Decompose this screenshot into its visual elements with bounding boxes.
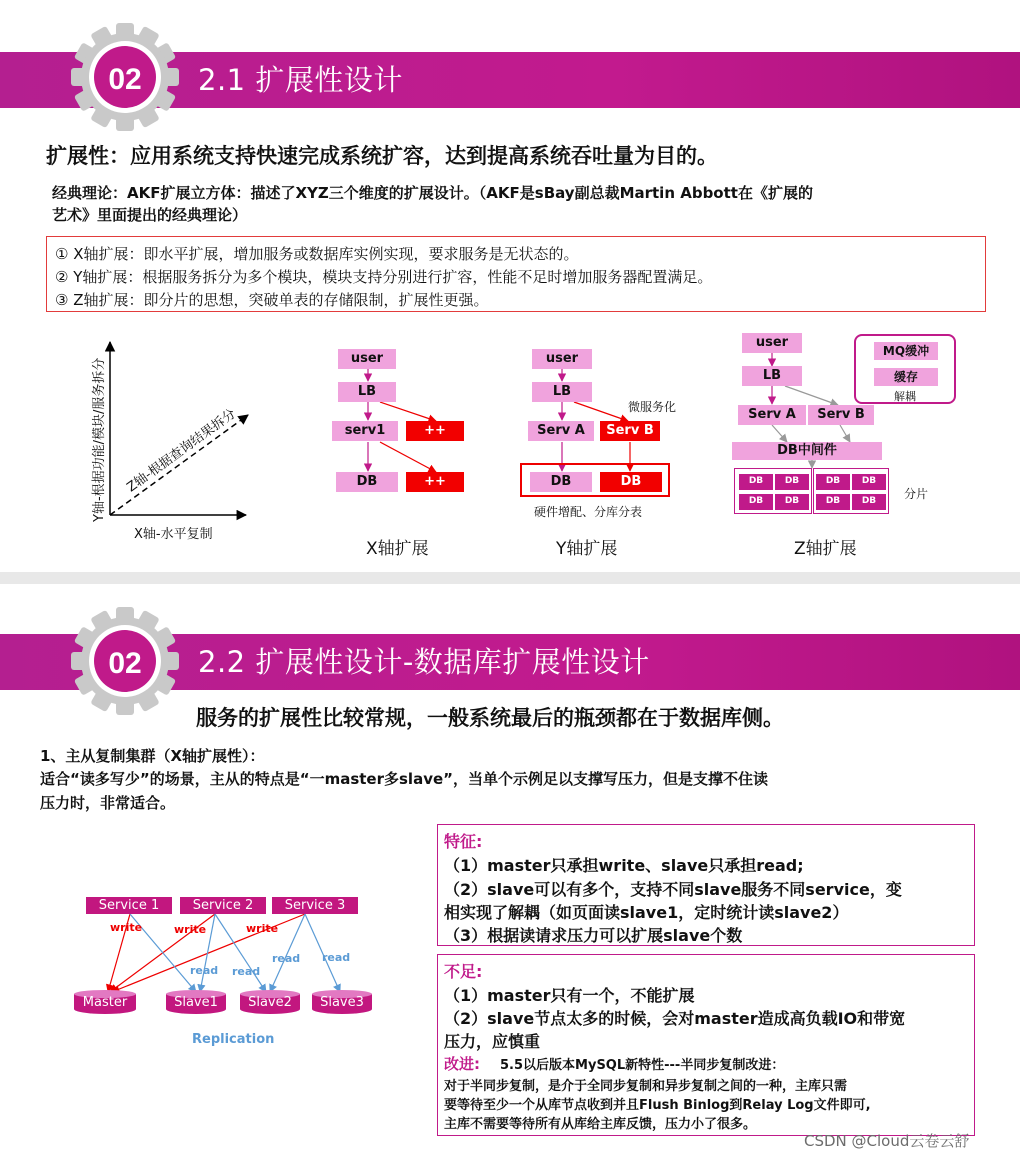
z-shard-db: DB [775,474,809,490]
shortcoming-line: （1）master只有一个，不能扩展 [444,986,695,1005]
z-lb-node: LB [742,366,802,386]
z-shard-note: 分片 [904,487,929,501]
desc-line-2: 压力时，非常适合。 [40,794,176,812]
service-node-3: Service 3 [272,897,358,914]
theory-line-2: 艺术》里面提出的经典理论） [52,206,248,224]
cube-x-label: X轴-水平复制 [134,527,213,542]
z-cache-node: 缓存 [874,368,938,386]
shortcomings-box [437,954,975,1136]
improve-label: 改进: [444,1055,480,1073]
z-middleware-node: DB中间件 [732,442,882,460]
x-lb-node: LB [338,382,396,402]
features-box [437,824,975,946]
slide-title: 2.2 扩展性设计-数据库扩展性设计 [198,645,650,679]
point-z: ③ Z轴扩展：即分片的思想，突破单表的存储限制，扩展性更强。 [55,291,489,309]
z-decouple-label: 解耦 [894,390,916,403]
y-user-node: user [532,349,592,369]
badge-number: 02 [108,63,142,96]
improve-line: 对于半同步复制，是介于全同步复制和异步复制之间的一种，主库只需 [444,1079,848,1094]
features-title: 特征: [444,832,483,851]
slave3-db: Slave3 [312,990,372,1014]
y-db1-node: DB [530,472,592,492]
feature-line: （1）master只承担write、slave只承担read; [444,856,804,875]
y-hw-note: 硬件增配、分库分表 [534,505,643,519]
theory-line-1: 经典理论：AKF扩展立方体：描述了XYZ三个维度的扩展设计。（AKF是sBay副总裁Martin Abbott在《扩展的 [52,184,813,202]
x-db-replica: ++ [406,472,464,492]
z-shard-db: DB [816,474,850,490]
read-label: read [322,951,351,964]
improve-title: 5.5以后版本MySQL新特性---半同步复制改进： [500,1058,785,1073]
badge-number: 02 [108,647,142,680]
cube-y-label: Y轴-根据功能/模块/服务拆分 [92,357,107,522]
read-label: read [232,965,261,978]
feature-line: （3）根据读请求压力可以扩展slave个数 [444,926,743,945]
y-serv-a-node: Serv A [528,421,594,441]
z-shard-db: DB [852,474,886,490]
slave2-db: Slave2 [240,990,300,1014]
write-label: write [174,923,207,936]
cube-z-label: Z轴-根据查询结果拆分 [124,406,239,496]
slide-akf [0,0,1020,572]
x-user-node: user [338,349,396,369]
watermark: CSDN @Cloud云卷云舒 [804,1132,970,1150]
service-node-1: Service 1 [86,897,172,914]
z-mq-node: MQ缓冲 [874,342,938,360]
desc-line-1: 适合“读多写少”的场景，主从的特点是“一master多slave”，当单个示例足以支撑写压力，但是支撑不住读 [40,770,769,788]
headline: 服务的扩展性比较常规，一般系统最后的瓶颈都在于数据库侧。 [196,706,784,730]
point-y: ② Y轴扩展：根据服务拆分为多个模块，模块支持分别进行扩容，性能不足时增加服务器配置满足。 [55,268,713,286]
point-x: ① X轴扩展：即水平扩展，增加服务或数据库实例实现，要求服务是无状态的。 [55,245,579,263]
headline: 扩展性：应用系统支持快速完成系统扩容，达到提高系统吞吐量为目的。 [46,144,718,168]
service-node-2: Service 2 [180,897,266,914]
z-serv-b-node: Serv B [808,405,874,425]
feature-line: （2）slave可以有多个，支持不同slave服务不同service，变 [444,880,902,899]
master-db: Master [74,990,136,1014]
x-serv-replica: ++ [406,421,464,441]
improve-line: 主库不需要等待所有从库给主库反馈，压力小了很多。 [444,1117,757,1132]
section-title: 1、主从复制集群（X轴扩展性）： [40,747,265,765]
slide-db-scaling [0,584,1020,1158]
z-shard-db: DB [775,494,809,510]
y-lb-node: LB [532,382,592,402]
feature-line: 相实现了解耦（如页面读slave1，定时统计读slave2） [444,903,849,922]
z-shard-db: DB [739,474,773,490]
z-shard-db: DB [739,494,773,510]
y-serv-b-node: Serv B [600,421,660,441]
slide-title: 2.1 扩展性设计 [198,63,403,97]
write-label: write [110,921,143,934]
shortcoming-line: （2）slave节点太多的时候，会对master造成高负载IO和带宽 [444,1009,906,1028]
x-caption: X轴扩展 [366,539,429,559]
z-user-node: user [742,333,802,353]
x-serv-node: serv1 [332,421,398,441]
z-serv-a-node: Serv A [738,405,806,425]
write-label: write [246,922,279,935]
shortcomings-title: 不足: [444,962,483,981]
x-db-node: DB [336,472,398,492]
improve-line: 要等待至少一个从库节点收到并且Flush Binlog到Relay Log文件即可, [444,1098,871,1113]
cube-z-axis [110,415,248,515]
replication-label: Replication [192,1032,275,1047]
y-db2-node: DB [600,472,662,492]
z-shard-db: DB [852,494,886,510]
z-shard-db: DB [816,494,850,510]
y-caption: Y轴扩展 [556,539,618,559]
read-label: read [190,964,219,977]
slave1-db: Slave1 [166,990,226,1014]
y-micro-note: 微服务化 [628,400,677,414]
shortcoming-line: 压力，应慎重 [444,1032,541,1051]
z-decouple-box [854,334,956,404]
z-caption: Z轴扩展 [794,539,857,559]
read-label: read [272,952,301,965]
